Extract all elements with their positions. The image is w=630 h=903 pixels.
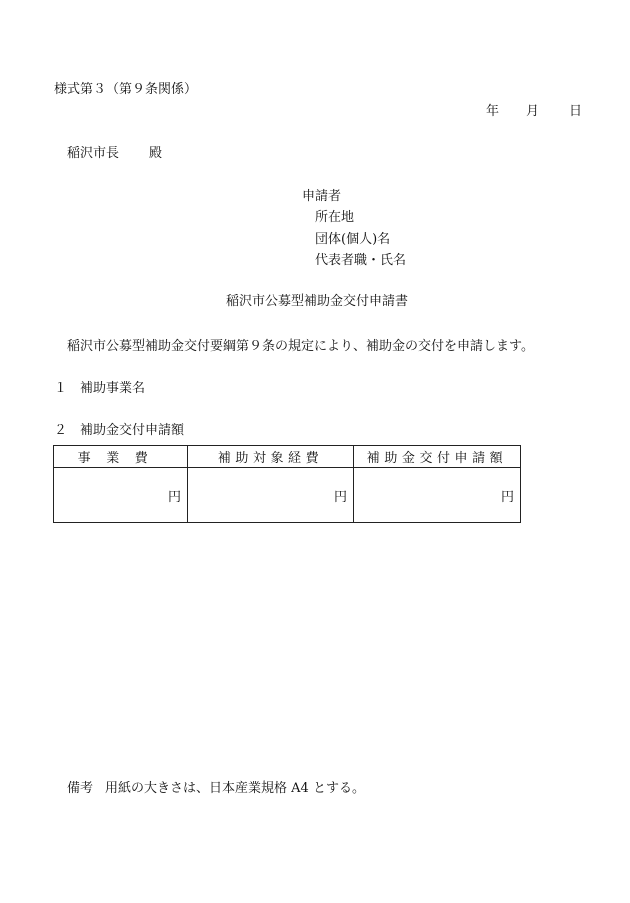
amount-table <box>53 445 521 523</box>
remarks-text: 用紙の大きさは、日本産業規格 A4 とする。 <box>105 781 365 796</box>
item-label: 補助事業名 <box>80 381 146 396</box>
item-project-name <box>54 381 145 397</box>
date-line <box>486 104 582 120</box>
remarks <box>67 781 365 797</box>
applicant-representative-label: 代表者職・氏名 <box>315 253 407 268</box>
addressee-honorific: 殿 <box>149 146 163 161</box>
table-row <box>54 468 521 523</box>
header-eligible-cost: 補助対象経費 <box>188 446 354 468</box>
header-project-cost: 事業費 <box>54 446 188 468</box>
addressee-name: 稲沢市長 <box>67 146 120 161</box>
item-number: １ <box>54 381 68 396</box>
document-title: 稲沢市公募型補助金交付申請書 <box>226 294 409 309</box>
yen-unit: 円 <box>333 489 347 505</box>
remarks-label: 備考 <box>67 781 94 796</box>
applicant-group-label: 団体(個人)名 <box>315 232 391 247</box>
cell-requested-amount[interactable] <box>354 468 521 523</box>
item-number: ２ <box>54 423 68 438</box>
applicant-label: 申請者 <box>302 189 342 204</box>
addressee <box>67 146 162 162</box>
applicant-address-label: 所在地 <box>315 210 355 225</box>
date-year-label: 年 <box>486 104 500 119</box>
table-header-row <box>54 446 521 468</box>
header-requested-amount: 補助金交付申請額 <box>354 446 521 468</box>
cell-eligible-cost[interactable] <box>188 468 354 523</box>
body-text: 稲沢市公募型補助金交付要綱第９条の規定により、補助金の交付を申請します。 <box>67 339 534 354</box>
cell-project-cost[interactable] <box>54 468 188 523</box>
date-day-label: 日 <box>569 104 583 119</box>
item-grant-amount <box>54 423 184 439</box>
yen-unit: 円 <box>500 489 514 505</box>
date-month-label: 月 <box>526 104 540 119</box>
form-number: 様式第３（第９条関係） <box>54 82 198 97</box>
yen-unit: 円 <box>167 489 181 505</box>
item-label: 補助金交付申請額 <box>80 423 185 438</box>
